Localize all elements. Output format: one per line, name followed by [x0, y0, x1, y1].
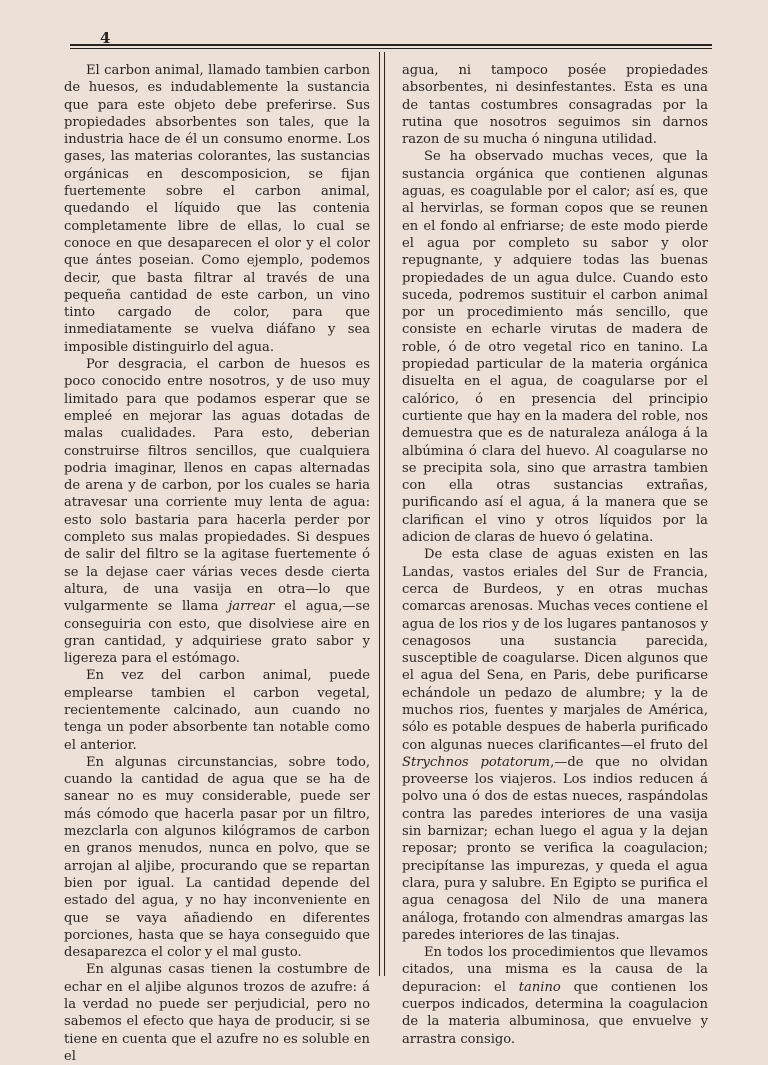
paragraph: En vez del carbon animal, puede emplearse tambien el carbon vegetal, recientemente calcinado, aun cuando no tenga un poder absorbente tan notable como el anterior. — [64, 668, 370, 753]
italic-term: tanino — [518, 979, 561, 995]
left-column — [64, 62, 370, 1065]
paragraph: En algunas circunstancias, sobre todo, cuando la cantidad de agua que se ha de sanear no es muy considerable, puede ser más cómodo que hacerla pasar por un filtro, mezclarla con algunos kilógramos de carbon en granos menudos, nunca en polvo, que se arrojan al aljibe, procurando que se repartan bien por igual. La cantidad depende del estado del agua, y no hay inconveniente en que se vaya añadiendo en diferentes porciones, hasta que se haya conseguido que desaparezca el color y el mal gusto. — [64, 754, 370, 961]
paragraph: Se ha observado muchas veces, que la sustancia orgánica que contienen algunas aguas, es coagulable por el calor; así es, que al hervirlas, se forman copos que se reunen en el fondo al enfriarse; de este modo pierde el agua por completo su sabor y olor repugnante, y adquiere todas las buenas propiedades de un agua dulce. Cuando esto suceda, podremos sustituir el carbon animal por un procedimiento más sencillo, que consiste en echarle virutas de madera de roble, ó de otro vegetal rico en tanino. La propiedad particular de la materia orgánica disuelta en el agua, de coagularse por el calórico, ó en presencia del principio curtiente que hay en la madera del roble, nos demuestra que es de naturaleza análoga á la albúmina ó clara del huevo. Al coagularse no se precipita sola, sino que arrastra tambien con ella otras sustancias extrañas, purificando así el agua, á la manera que se clarifican el vino y otros líquidos por la adicion de claras de huevo ó gelatina. — [402, 149, 708, 546]
header-rule-thin — [70, 48, 712, 49]
paragraph: En algunas casas tienen la costumbre de echar en el aljibe algunos trozos de azufre: á la verdad no puede ser perjudicial, pero no sabemos el efecto que haya de producir, si se tiene en cuenta que el azufre no es soluble en el — [64, 962, 370, 1064]
paragraph: En todos los procedimientos que llevamos citados, una misma es la causa de la depuracion: el tanino que contienen los cuerpos indicados, determina la coagulacion de la materia albuminosa, que envuelve y arrastra consigo. — [402, 945, 708, 1047]
header-rule — [70, 44, 712, 46]
right-column — [402, 62, 708, 1048]
italic-term: jarrear — [228, 599, 275, 615]
paragraph: El carbon animal, llamado tambien carbon de huesos, es indudablemente la sustancia que para este objeto debe preferirse. Sus propiedades absorbentes son tales, que la industria hace de él un consumo enorme. Los gases, las materias colorantes, las sustancias orgánicas en descomposicion, se fijan fuertemente sobre el carbon animal, quedando el líquido que las contenia completamente libre de ellas, lo cual se conoce en que desaparecen el olor y el color que ántes poseian. Como ejemplo, podemos decir, que basta filtrar al través de una pequeña cantidad de este carbon, un vino tinto cargado de color, para que inmediatamente se vuelva diáfano y sea imposible distinguirlo del agua. — [64, 63, 370, 355]
paragraph: De esta clase de aguas existen en las Landas, vastos eriales del Sur de Francia, cerca de Burdeos, y en otras muchas comarcas arenosas. Muchas veces contiene el agua de los rios y de los lugares pantanosos y cenagosos una sustancia parecida, susceptible de coagularse. Dicen algunos que el agua del Sena, en Paris, debe purificarse echándole un pedazo de alumbre; y la de muchos rios, fuentes y marjales de América, sólo es potable despues de haberla purificado con algunas nueces clarificantes—el fruto del Strychnos potatorum,—de que no olvidan proveerse los viajeros. Los indios reducen á polvo una ó dos de estas nueces, raspándolas contra las paredes interiores de una vasija sin barnizar; echan luego el agua y la dejan reposar; pronto se verifica la coagulacion; precipítanse las impurezas, y queda el agua clara, pura y salubre. En Egipto se purifica el agua cenagosa del Nilo de una manera análoga, frotando con almendras amargas las paredes interiores de las tinajas. — [402, 547, 708, 943]
italic-term: Strychnos potatorum — [402, 754, 551, 770]
page-number: 4 — [100, 29, 112, 47]
column-divider — [379, 52, 385, 976]
paragraph: Por desgracia, el carbon de huesos es poco conocido entre nosotros, y de uso muy limitado para que podamos esperar que se empleé en mejorar las aguas dotadas de malas cualidades. Para esto, deberian construirse filtros sencillos, que cualquiera podria imaginar, llenos en capas alternadas de arena y de carbon, por los cuales se haria atravesar una corriente muy lenta de agua: esto solo bastaria para hacerla perder por completo sus malas propiedades. Si despues de salir del filtro se la agitase fuertemente ó se la dejase caer várias veces desde cierta altura, de una vasija en otra—lo que vulgarmente se llama jarrear el agua,—se conseguiria con esto, que disolviese aire en gran cantidad, y adquiriese grato sabor y ligereza para el estómago. — [64, 357, 370, 667]
paragraph: agua, ni tampoco posée propiedades absorbentes, ni desinfestantes. Esta es una de tantas costumbres consagradas por la rutina que nosotros seguimos sin darnos razon de su mucha ó ninguna utilidad. — [402, 63, 708, 148]
